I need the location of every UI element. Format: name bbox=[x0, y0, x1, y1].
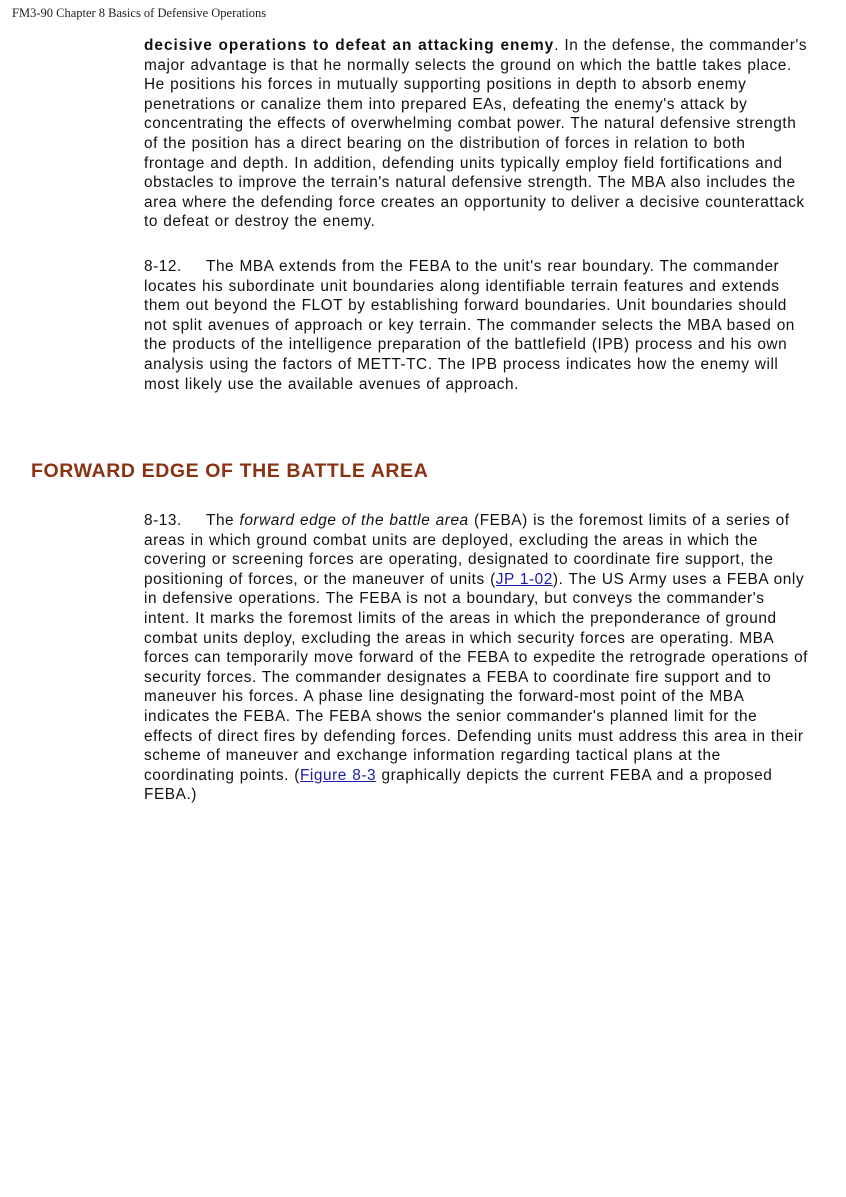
paragraph-text: In the defense, the commander's major advantage is that he normally selects the ground on which the battle takes place. He positions his forces in mutually supporting positions in depth to absorb enemy penetrations or canalize them into prepared EAs, defeating the enemy's attack by concentrating the effects of overwhelming combat power. The natural defensive strength of the position has a direct bearing on the distribution of forces in relation to both frontage and depth. In addition, defending units typically employ field fortifications and obstacles to improve the terrain's natural defensive strength. The MBA also includes the area where the defending force creates an opportunity to deliver a decisive counterattack to defeat or destroy the enemy. bbox=[144, 37, 808, 231]
paragraph-lead: The bbox=[206, 512, 240, 529]
paragraph-number: 8-13. bbox=[144, 512, 182, 529]
paragraph-8-12 bbox=[144, 257, 808, 394]
paragraph-text: graphically depicts the current FEBA and a proposed FEBA.) bbox=[144, 766, 773, 804]
paragraph-8-11-continued bbox=[144, 36, 808, 232]
running-header: FM3-90 Chapter 8 Basics of Defensive Operations bbox=[12, 6, 267, 20]
bold-lead-phrase: decisive operations to defeat an attacking enemy bbox=[144, 37, 555, 54]
bold-lead-period: . bbox=[554, 37, 560, 54]
body-text-top bbox=[144, 36, 808, 419]
paragraph-text: ). The US Army uses a FEBA only in defensive operations. The FEBA is not a boundary, but conveys the commander's intent. It marks the foremost limits of the areas in which the preponderance of ground combat units deploy, excluding the areas in which security forces are operating. MBA forces can temporarily move forward of the FEBA to expedite the retrograde operations of security forces. The commander designates a FEBA to coordinate fire support and to maneuver his forces. A phase line designating the forward-most point of the MBA indicates the FEBA. The FEBA shows the senior commander's planned limit for the effects of direct fires by defending forces. Defending units must address this area in their scheme of maneuver and exchange information regarding tactical plans at the coordinating points. ( bbox=[144, 570, 809, 784]
body-text-bottom bbox=[144, 511, 808, 830]
paragraph-text: The MBA extends from the FEBA to the unit's rear boundary. The commander locates his subordinate unit boundaries along identifiable terrain features and extends them out beyond the FLOT by establishing forward boundaries. Unit boundaries should not split avenues of approach or key terrain. The commander selects the MBA based on the products of the intelligence preparation of the battlefield (IPB) process and his own analysis using the factors of METT-TC. The IPB process indicates how the enemy will most likely use the available avenues of approach. bbox=[144, 257, 795, 393]
figure-8-3-link[interactable]: Figure 8-3 bbox=[299, 766, 377, 784]
section-heading: FORWARD EDGE OF THE BATTLE AREA bbox=[31, 460, 429, 482]
defined-term: forward edge of the battle area bbox=[239, 512, 469, 529]
paragraph-8-13 bbox=[144, 511, 808, 805]
paragraph-text: (FEBA) is the foremost limits of a series of areas in which ground combat units are deployed, excluding the areas in which the covering or screening forces are operating, designated to coordinate fire support, the positioning of forces, or the maneuver of units ( bbox=[144, 512, 790, 588]
jp-1-02-link[interactable]: JP 1-02 bbox=[495, 570, 553, 588]
paragraph-number: 8-12. bbox=[144, 257, 182, 275]
